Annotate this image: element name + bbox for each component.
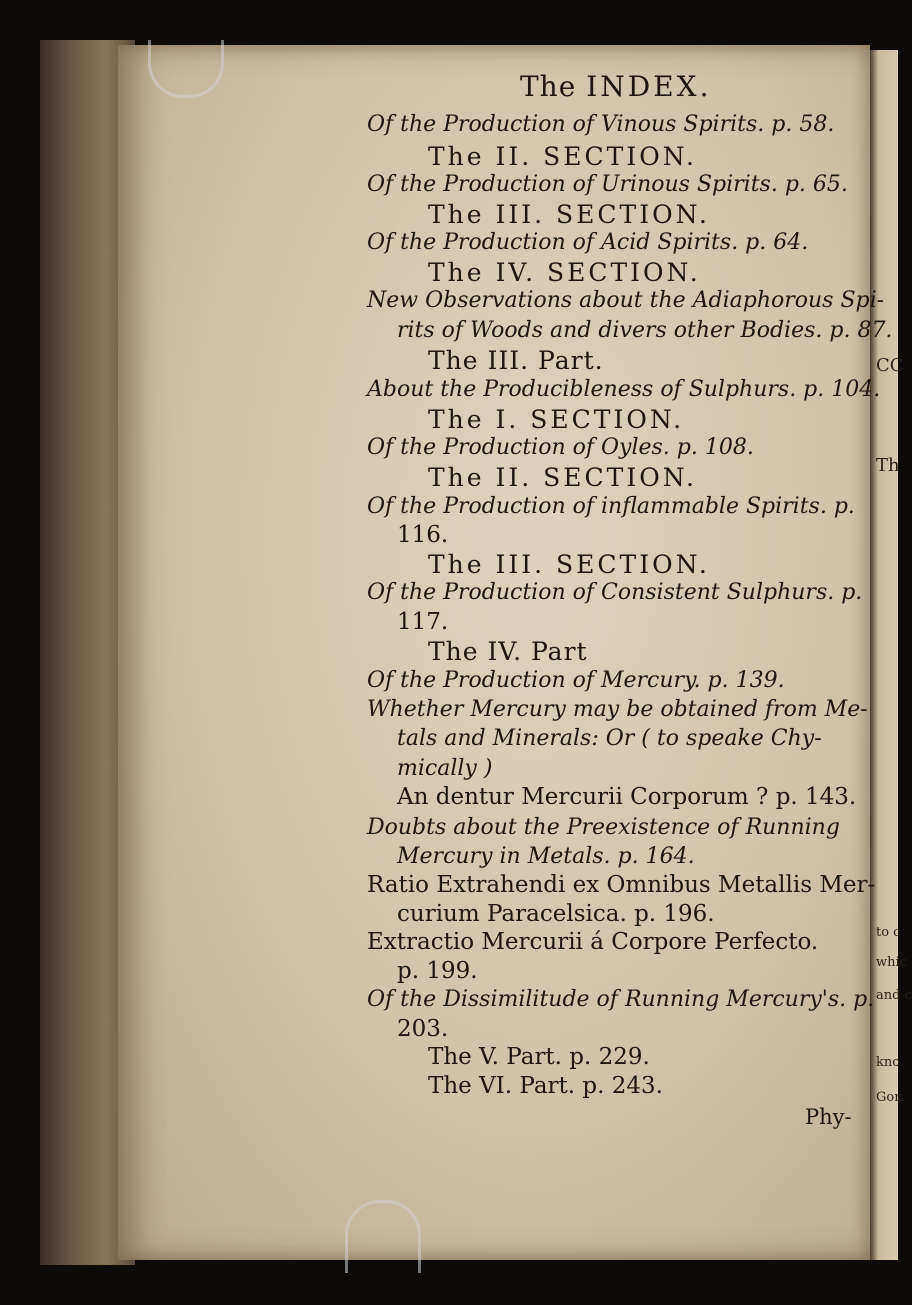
header-the: The [520,70,577,103]
catchword: Phy- [805,1105,852,1129]
entry-inflammable-spirits: Of the Production of inflammable Spirits. p. [367,494,855,519]
entry-dissimilitude: Of the Dissimilitude of Running Mercury's. p. [367,987,875,1012]
running-header [520,70,711,103]
entry-adiaphorous-spirits-cont: rits of Woods and divers other Bodies. p. 87. [397,318,893,343]
part-heading: The IV. Part [428,637,588,666]
entry-mercury: Of the Production of Mercury. p. 139. [367,668,785,693]
section-heading: The IV. SECTION. [428,258,701,287]
facing-page-fragment: kno [876,1055,901,1070]
header-index: INDEX. [586,70,712,103]
entry-mercury-metals: Whether Mercury may be obtained from Me- [367,697,868,722]
page-clip-bottom [345,1200,421,1273]
part-heading: The VI. Part. p. 243. [428,1073,663,1099]
part-heading: The III. Part. [428,346,604,375]
section-heading: The III. SECTION. [428,200,710,229]
entry-an-dentur: An dentur Mercurii Corporum ? p. 143. [397,784,857,810]
entry-vinous-spirits: Of the Production of Vinous Spirits. p. 58. [367,112,835,137]
entry-dissimilitude-page: 203. [397,1016,449,1042]
facing-page-fragment: whic [876,955,907,970]
entry-consistent-sulphurs: Of the Production of Consistent Sulphurs. p. [367,580,863,605]
facing-page-fragment: Gon [876,1090,903,1105]
entry-ratio-extrahendi: Ratio Extrahendi ex Omnibus Metallis Mer- [367,872,876,898]
section-heading: The III. SECTION. [428,550,710,579]
entry-acid-spirits: Of the Production of Acid Spirits. p. 64. [367,230,809,255]
entry-extractio: Extractio Mercurii á Corpore Perfecto. [367,929,819,955]
entry-mercury-metals-cont: tals and Minerals: Or ( to speake Chy- [397,726,822,751]
entry-inflammable-spirits-page: 116. [397,522,449,548]
entry-extractio-page: p. 199. [397,958,478,984]
entry-oyles: Of the Production of Oyles. p. 108. [367,435,754,460]
part-heading: The V. Part. p. 229. [428,1044,650,1070]
section-heading: The II. SECTION. [428,463,697,492]
entry-urinous-spirits: Of the Production of Urinous Spirits. p. 65. [367,172,848,197]
entry-sulphurs: About the Producibleness of Sulphurs. p. 104. [367,377,881,402]
entry-doubts-cont: Mercury in Metals. p. 164. [397,844,695,869]
section-heading: The II. SECTION. [428,142,697,171]
entry-mercury-metals-cont2: mically ) [397,756,493,781]
facing-page-fragment: and c [876,988,912,1003]
entry-adiaphorous-spirits: New Observations about the Adiaphorous Spi- [367,288,885,313]
entry-ratio-extrahendi-cont: curium Paracelsica. p. 196. [397,901,715,927]
entry-doubts: Doubts about the Preexistence of Running [367,815,840,840]
facing-page-fragment: CC [876,355,904,376]
facing-page-edge [870,50,912,1260]
facing-page-fragment: to c [876,925,901,940]
entry-consistent-sulphurs-page: 117. [397,609,449,635]
section-heading: The I. SECTION. [428,405,685,434]
facing-page-fragment: Th [876,455,900,476]
